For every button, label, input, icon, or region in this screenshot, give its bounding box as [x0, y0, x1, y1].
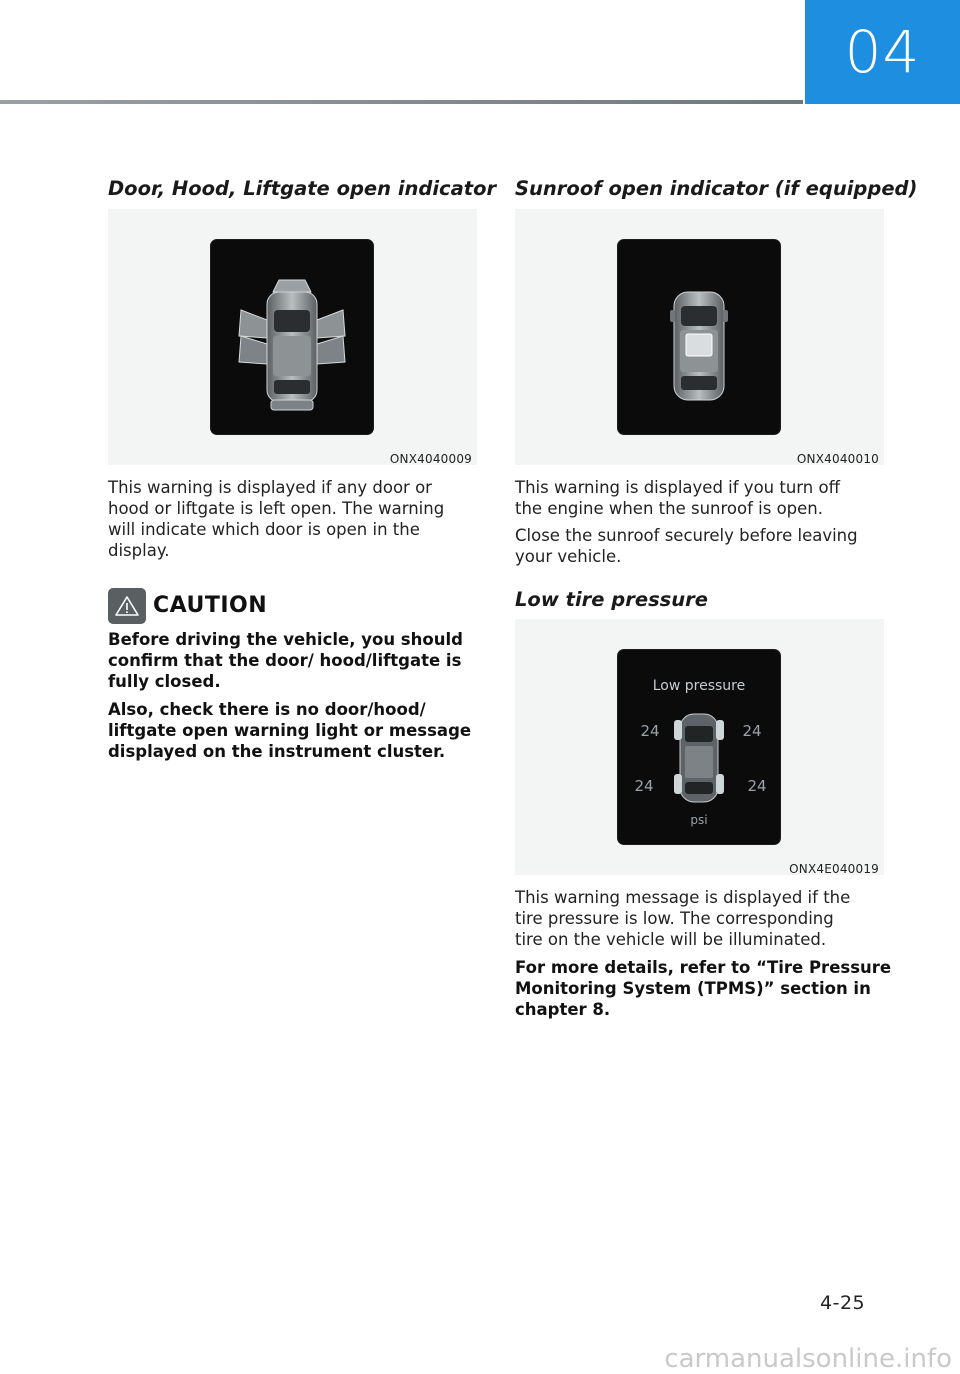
- text-line: tire pressure is low. The corresponding: [515, 909, 834, 928]
- text-line: This warning message is displayed if the: [515, 888, 851, 907]
- cluster-screen: [618, 650, 780, 844]
- rear-left-pressure: 24: [634, 777, 654, 795]
- caution-text-1: [108, 629, 480, 692]
- figure-code: ONX4040010: [796, 452, 879, 466]
- text-line: Before driving the vehicle, you should: [108, 630, 463, 649]
- figure-code: ONX4E040019: [789, 862, 879, 876]
- sunroof-description-1: [515, 477, 895, 519]
- car-doors-open-icon: [211, 240, 373, 434]
- chapter-tab: 04: [805, 0, 960, 104]
- text-line: Close the sunroof securely before leaving: [515, 526, 858, 545]
- caution-text-2: [108, 699, 480, 762]
- section-heading-low-tire-pressure: Low tire pressure: [515, 588, 709, 611]
- car-sunroof-icon: [618, 240, 780, 434]
- section-heading-sunroof: Sunroof open indicator (if equipped): [515, 177, 918, 200]
- text-line: This warning is displayed if any door or: [108, 478, 432, 497]
- figure-sunroof: [515, 209, 884, 465]
- text-line: display.: [108, 541, 170, 560]
- figure-low-tire-pressure: [515, 619, 884, 875]
- cluster-screen: [618, 240, 780, 434]
- header-divider: [0, 100, 803, 104]
- text-line: hood or liftgate is left open. The warning: [108, 499, 445, 518]
- text-line: the engine when the sunroof is open.: [515, 499, 823, 518]
- text-line: For more details, refer to “Tire Pressure: [515, 958, 892, 977]
- text-line: tire on the vehicle will be illuminated.: [515, 930, 827, 949]
- rear-right-pressure: 24: [747, 777, 767, 795]
- tire-description-2: [515, 957, 895, 1020]
- text-line: fully closed.: [108, 672, 221, 691]
- figure-door-open: [108, 209, 477, 465]
- text-line: chapter 8.: [515, 1000, 611, 1019]
- screen-title: Low pressure: [652, 678, 746, 694]
- text-line: This warning is displayed if you turn off: [515, 478, 840, 497]
- page-number: 4-25: [820, 1292, 866, 1314]
- front-right-pressure: 24: [742, 722, 762, 740]
- tire-pressure-display: [618, 650, 780, 844]
- text-line: confirm that the door/ hood/liftgate is: [108, 651, 462, 670]
- door-open-description: [108, 477, 480, 561]
- front-left-pressure: 24: [640, 722, 660, 740]
- sunroof-description-2: [515, 525, 895, 567]
- car-top-icon: [674, 714, 724, 802]
- text-line: will indicate which door is open in the: [108, 520, 420, 539]
- text-line: Monitoring System (TPMS)” section in: [515, 979, 871, 998]
- cluster-screen: [211, 240, 373, 434]
- text-line: liftgate open warning light or message: [108, 721, 472, 740]
- pressure-unit: psi: [690, 813, 708, 827]
- caution-title: CAUTION: [153, 593, 268, 618]
- caution-icon: [108, 588, 146, 624]
- tire-description-1: [515, 887, 895, 950]
- text-line: Also, check there is no door/hood/: [108, 700, 426, 719]
- warning-triangle-icon: [114, 595, 140, 617]
- text-line: your vehicle.: [515, 547, 622, 566]
- watermark[interactable]: carmanualsonline.info: [664, 1344, 952, 1374]
- section-heading-door-open: Door, Hood, Liftgate open indicator: [108, 177, 497, 200]
- text-line: displayed on the instrument cluster.: [108, 742, 446, 761]
- figure-code: ONX4040009: [389, 452, 472, 466]
